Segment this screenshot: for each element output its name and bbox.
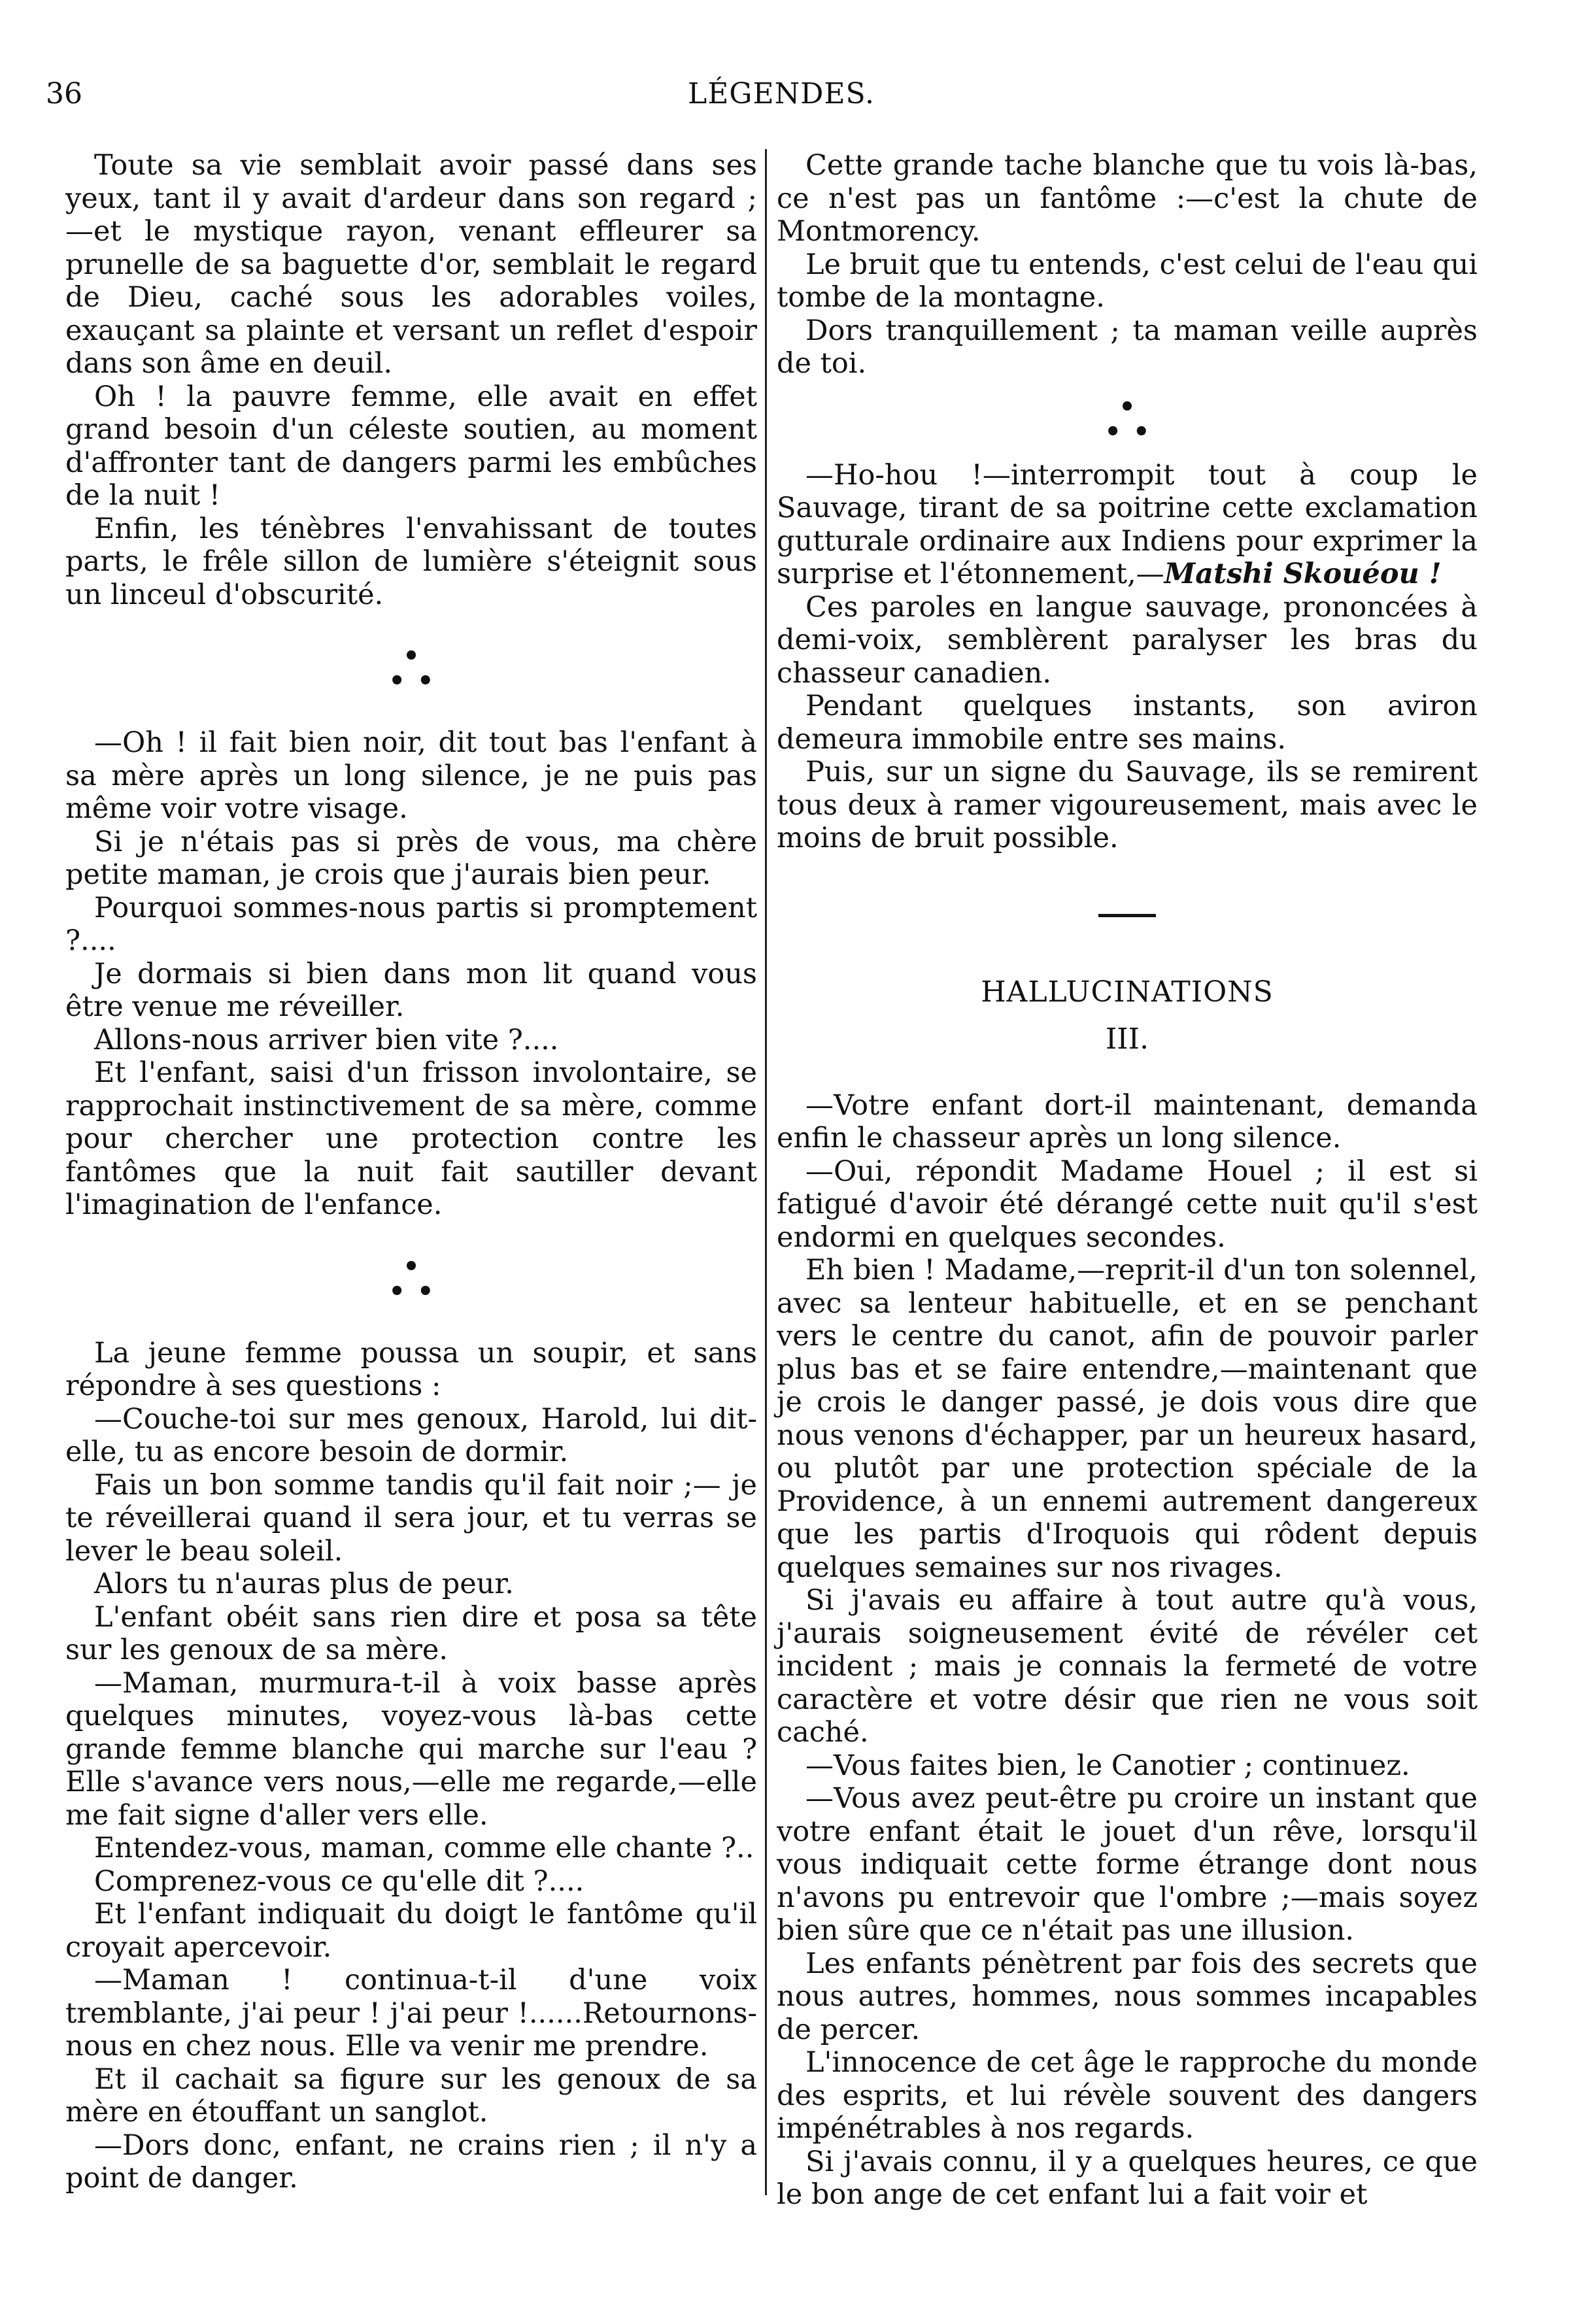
- paragraph: Et l'enfant, saisi d'un frisson involontaire, se rapprochait instinctivement de sa mère, comme pour chercher une protection contre les fantômes que la nuit fait sautiller devant l'imagination de l'enfance.: [65, 1056, 757, 1221]
- paragraph: —Dors donc, enfant, ne crains rien ; il n'y a point de danger.: [65, 2129, 757, 2195]
- page-number: 36: [46, 77, 82, 110]
- paragraph-lead: —Ho-hou !—interrompit tout à coup le Sauvage, tirant de sa poitrine cette exclamation gutturale ordinaire aux Indiens pour exprimer la surprise et l'étonnement,—: [777, 458, 1478, 590]
- right-column: [777, 149, 1478, 2212]
- asterism-ornament: [777, 391, 1478, 447]
- paragraph: Si j'avais eu affaire à tout autre qu'à vous, j'aurais soigneusement évité de révéler cet incident ; mais je connais la fermeté de votre caractère et votre désir que rien ne vous soit caché.: [777, 1584, 1478, 1749]
- section-number: III.: [1105, 1022, 1149, 1056]
- paragraph: Entendez-vous, maman, comme elle chante ?..: [94, 1832, 754, 1864]
- asterism-dots: ••: [388, 665, 446, 696]
- paragraph: Si je n'étais pas si près de vous, ma chère petite maman, je crois que j'aurais bien peur.: [65, 825, 757, 891]
- paragraph: Je dormais si bien dans mon lit quand vous être venue me réveiller.: [65, 957, 757, 1023]
- paragraph: Puis, sur un signe du Sauvage, ils se remirent tous deux à ramer vigoureusement, mais avec le moins de bruit possible.: [777, 756, 1478, 854]
- paragraph: —Maman ! continua-t-il d'une voix tremblante, j'ai peur ! j'ai peur !......Retournons-nous en chez nous. Elle va venir me prendre.: [65, 1964, 757, 2063]
- paragraph: Et il cachait sa figure sur les genoux de sa mère en étouffant un sanglot.: [65, 2063, 757, 2129]
- paragraph: Alors tu n'auras plus de peur.: [94, 1568, 514, 1600]
- spacer: [65, 1304, 757, 1337]
- spacer: [65, 1222, 757, 1255]
- paragraph: —Vous avez peut-être pu croire un instant que votre enfant était le jouet d'un rêve, lorsqu'il vous indiquait cette forme étrange dont nous n'avons pu entrevoir que l'ombre ;—mais soyez bien sûre que ce n'était pas une illusion.: [777, 1782, 1478, 1947]
- running-title: LÉGENDES.: [687, 77, 875, 110]
- indian-exclamation: Matshi Skouéou !: [1164, 558, 1442, 590]
- paragraph: Pourquoi sommes-nous partis si promptement ?....: [65, 891, 757, 957]
- page-header: [46, 77, 1517, 129]
- paragraph: —Couche-toi sur mes genoux, Harold, lui dit-elle, tu as encore besoin de dormir.: [65, 1402, 757, 1468]
- paragraph: —Oh ! il fait bien noir, dit tout bas l'enfant à sa mère après un long silence, je ne puis pas même voir votre visage.: [65, 726, 757, 825]
- asterism-ornament: [65, 1251, 757, 1307]
- left-column: [65, 149, 757, 2195]
- spacer: [777, 1056, 1478, 1089]
- paragraph: Pendant quelques instants, son aviron demeura immobile entre ses mains.: [777, 690, 1478, 756]
- paragraph: Et l'enfant indiquait du doigt le fantôme qu'il croyait apercevoir.: [65, 1898, 757, 1964]
- paragraph: [777, 459, 1478, 591]
- asterism-ornament: [65, 641, 757, 696]
- spacer: [777, 917, 1478, 976]
- paragraph: L'enfant obéit sans rien dire et posa sa tête sur les genoux de sa mère.: [65, 1600, 757, 1666]
- asterism-dot: •: [1119, 391, 1136, 422]
- paragraph: Comprenez-vous ce qu'elle dit ?....: [94, 1864, 584, 1898]
- spacer: [777, 855, 1478, 914]
- spacer: [65, 694, 757, 726]
- asterism-dot: •: [403, 641, 420, 671]
- paragraph: Toute sa vie semblait avoir passé dans ses yeux, tant il y avait d'ardeur dans son regard ; —et le mystique rayon, venant effleurer sa prunelle de sa baguette d'or, semblait le regard de Dieu, caché sous les adorables voiles, exauçant sa plainte et versant un reflet d'espoir dans son âme en deuil.: [65, 149, 757, 380]
- paragraph: Allons-nous arriver bien vite ?....: [94, 1023, 559, 1056]
- paragraph: Oh ! la pauvre femme, elle avait en effet grand besoin d'un céleste soutien, au moment d'affronter tant de dangers parmi les embûches de la nuit !: [65, 380, 757, 512]
- paragraph: —Oui, répondit Madame Houel ; il est si fatigué d'avoir été dérangé cette nuit qu'il s'est endormi en quelques secondes.: [777, 1154, 1478, 1254]
- asterism-dots: ••: [1104, 416, 1162, 447]
- paragraph: Eh bien ! Madame,—reprit-il d'un ton solennel, avec sa lenteur habituelle, et en se penchant vers le centre du canot, afin de pouvoir parler plus bas et se faire entendre,—maintenant que je crois le danger passé, je dois vous dire que nous venons d'échapper, par un heureux hasard, ou plutôt par une protection spéciale de la Providence, à un ennemi autrement dangereux que les partis d'Iroquois qui rôdent depuis quelques semaines sur nos rivages.: [777, 1254, 1478, 1584]
- paragraph: Enfin, les ténèbres l'envahissant de toutes parts, le frêle sillon de lumière s'éteignit sous un linceul d'obscurité.: [65, 512, 757, 611]
- paragraph: —Votre enfant dort-il maintenant, demanda enfin le chasseur après un long silence.: [777, 1088, 1478, 1154]
- paragraph: Fais un bon somme tandis qu'il fait noir ;— je te réveillerai quand il sera jour, et tu verras se lever le beau soleil.: [65, 1468, 757, 1568]
- paragraph: Si j'avais connu, il y a quelques heures, ce que le bon ange de cet enfant lui a fait voir et: [777, 2145, 1478, 2211]
- spacer: [777, 1009, 1478, 1023]
- paragraph: —Vous faites bien, le Canotier ; continuez.: [805, 1749, 1410, 1782]
- paragraph: Ces paroles en langue sauvage, prononcées à demi-voix, semblèrent paralyser les bras du chasseur canadien.: [777, 590, 1478, 690]
- paragraph: Le bruit que tu entends, c'est celui de l'eau qui tombe de la montagne.: [777, 248, 1478, 314]
- paragraph: La jeune femme poussa un soupir, et sans répondre à ses questions :: [65, 1336, 757, 1402]
- column-divider: [765, 149, 767, 2195]
- asterism-dot: •: [403, 1251, 420, 1282]
- paragraph: Dors tranquillement ; ta maman veille auprès de toi.: [777, 314, 1478, 380]
- paragraph: Cette grande tache blanche que tu vois là-bas, ce n'est pas un fantôme :—c'est la chute de Montmorency.: [777, 149, 1478, 248]
- section-title: HALLUCINATIONS: [981, 975, 1274, 1009]
- paragraph: Les enfants pénètrent par fois des secrets que nous autres, hommes, nous sommes incapables de percer.: [777, 1947, 1478, 2046]
- asterism-dots: ••: [388, 1275, 446, 1307]
- paragraph: L'innocence de cet âge le rapproche du monde des esprits, et lui révèle souvent des dangers impénétrables à nos regards.: [777, 2046, 1478, 2145]
- spacer: [65, 611, 757, 644]
- paragraph: —Maman, murmura-t-il à voix basse après quelques minutes, voyez-vous là-bas cette grande femme blanche qui marche sur l'eau ? Elle s'avance vers nous,—elle me regarde,—elle me fait signe d'aller vers elle.: [65, 1666, 757, 1832]
